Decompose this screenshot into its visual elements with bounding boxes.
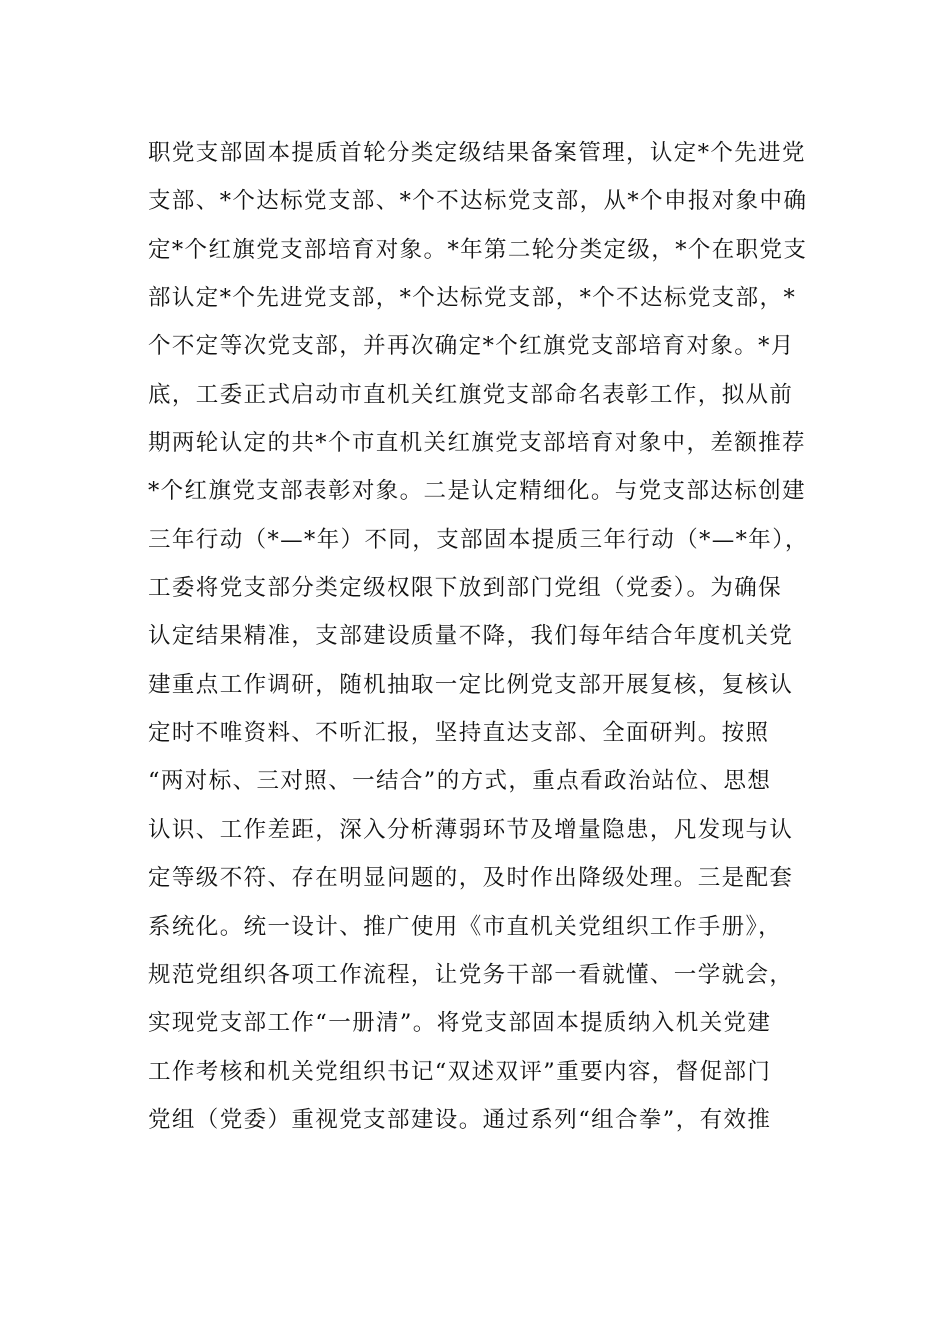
- text-line: 三年行动（*—*年）不同，支部固本提质三年行动（*—*年），: [148, 526, 809, 553]
- text-line: 部认定*个先进党支部，*个达标党支部，*个不达标党支部，*: [148, 285, 797, 312]
- text-line: 职党支部固本提质首轮分类定级结果备案管理，认定*个先进党: [148, 140, 806, 166]
- text-line: 定时不唯资料、不听汇报，坚持直达支部、全面研判。按照: [148, 720, 770, 747]
- text-line: 定*个红旗党支部培育对象。*年第二轮分类定级，*个在职党支: [148, 236, 808, 263]
- text-line: 建重点工作调研，随机抽取一定比例党支部开展复核，复核认: [148, 671, 794, 698]
- text-line: 系统化。统一设计、推广使用《市直机关党组织工作手册》，: [148, 913, 783, 940]
- text-line: 规范党组织各项工作流程，让党务干部一看就懂、一学就会，: [148, 961, 794, 988]
- text-line: 定等级不符、存在明显问题的，及时作出降级处理。三是配套: [148, 865, 794, 892]
- text-line: *个红旗党支部表彰对象。二是认定精细化。与党支部达标创建: [148, 478, 806, 505]
- text-line: 工作考核和机关党组织书记“双述双评”重要内容，督促部门: [148, 1058, 772, 1085]
- text-line: 认识、工作差距，深入分析薄弱环节及增量隐患，凡发现与认: [148, 816, 794, 843]
- text-line: 期两轮认定的共*个市直机关红旗党支部培育对象中，差额推荐: [148, 430, 806, 457]
- text-line: 工委将党支部分类定级权限下放到部门党组（党委）。为确保: [148, 575, 783, 602]
- text-line: 支部、*个达标党支部、*个不达标党支部，从*个申报对象中确: [148, 188, 808, 215]
- text-line: 实现党支部工作“一册清”。将党支部固本提质纳入机关党建: [148, 1010, 772, 1037]
- text-line: “两对标、三对照、一结合”的方式，重点看政治站位、思想: [148, 768, 772, 795]
- text-line: 底，工委正式启动市直机关红旗党支部命名表彰工作，拟从前: [148, 381, 794, 408]
- text-line: 党组（党委）重视党支部建设。通过系列“组合拳”，有效推: [148, 1106, 772, 1133]
- text-line: 认定结果精准，支部建设质量不降，我们每年结合年度机关党: [148, 623, 794, 650]
- body-text: [148, 129, 808, 1144]
- text-line: 个不定等次党支部，并再次确定*个红旗党支部培育对象。*月: [148, 333, 795, 360]
